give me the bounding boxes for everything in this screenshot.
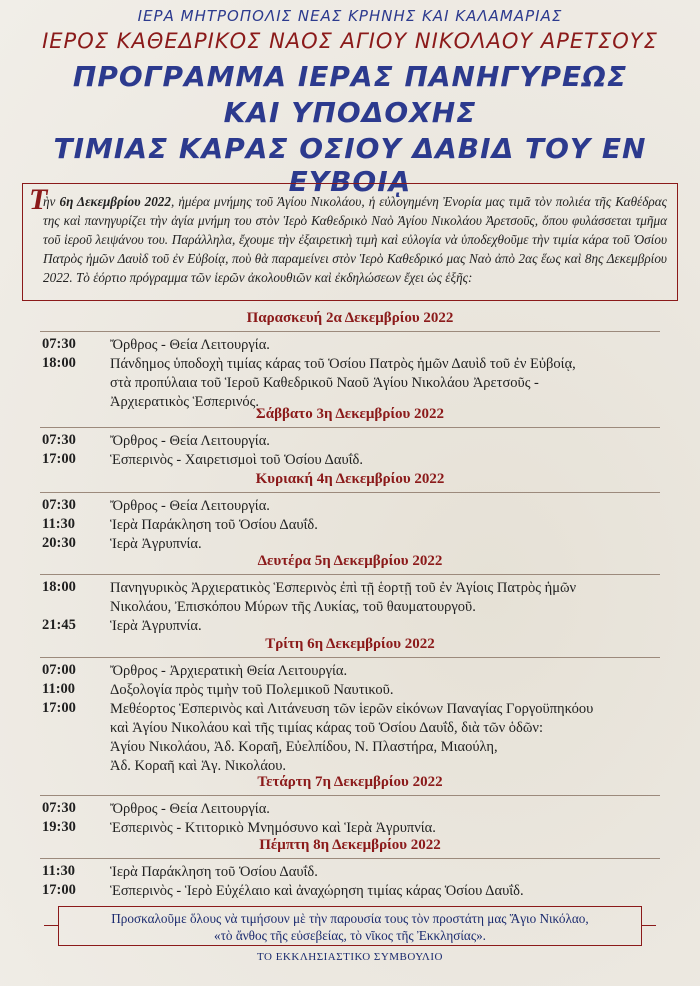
event-time: 20:30 <box>42 535 76 551</box>
day-heading: Δευτέρα 5η Δεκεμβρίου 2022 <box>257 553 443 569</box>
intro-date: 6η Δεκεμβρίου 2022 <box>59 194 171 209</box>
event-description-line: Ὄρθρος - Θεία Λειτουργία. <box>110 433 270 449</box>
event-description-line: Πάνδημος ὑποδοχὴ τιμίας κάρας τοῦ Ὁσίου Πατρὸς ἡμῶν Δαυὶδ τοῦ ἐν Εὐβοίᾳ, <box>110 356 576 372</box>
event-description-line: στὰ προπύλαια τοῦ Ἱεροῦ Καθεδρικοῦ Ναοῦ Ἁγίου Νικολάου Ἀρετσοῦς - <box>110 375 539 391</box>
event-description-line: Μεθέορτος Ἑσπερινὸς καὶ Λιτάνευση τῶν ἱερῶν εἰκόνων Παναγίας Γοργοϋπηκόου <box>110 701 594 717</box>
event-description <box>110 700 670 776</box>
day-separator <box>40 795 660 796</box>
event-time: 18:00 <box>42 579 76 595</box>
day-separator <box>40 331 660 332</box>
intro-paragraph: ὴν 6η Δεκεμβρίου 2022, ἡμέρα μνήμης τοῦ Ἁγίου Νικολάου, ἡ εὐλογημένη Ἐνορία μας τιμᾶ τὸν πολιέα τῆς Καθέδρας της καὶ πανηγυρίζει τὴν ἁγία μνήμη του στὸν Ἱερὸ Καθεδρικὸ Ναὸ Ἁγίου Νικολάου Ἀρετσοῦς, ὅπου φυλάσσεται τμῆμα τοῦ ἱεροῦ λειψάνου του. Παράλληλα, ἔχουμε τὴν ἐξαιρετικὴ τιμὴ καὶ εὐλογία νὰ ὑποδεχθοῦμε τὴν τιμία κάρα τοῦ Ὁσίου Πατρὸς ἡμῶν Δαυὶδ τοῦ ἐν Εὐβοίᾳ, ποὺ θὰ παραμείνει στὸν Ἱερὸ Καθεδρικό μας Ναὸ ἀπὸ 2ας ἕως καὶ 8ης Δεκεμβρίου 2022. Τὸ ἑόρτιο πρόγραμμα τῶν ἱερῶν ἀκολουθιῶν καὶ ἐκδηλώσεων ἔχει ὡς ἑξῆς: <box>43 194 667 285</box>
event-time: 07:00 <box>42 662 76 678</box>
event-description-line: Ἑσπερινὸς - Κτιτορικὸ Μνημόσυνο καὶ Ἱερὰ Ἀγρυπνία. <box>110 820 436 836</box>
event-description <box>110 535 670 554</box>
event-description-line: Ὄρθρος - Θεία Λειτουργία. <box>110 337 270 353</box>
event-description <box>110 681 670 700</box>
event-time: 19:30 <box>42 819 76 835</box>
event-time: 07:30 <box>42 336 76 352</box>
event-description-line: Ἑσπερινὸς - Ἱερὸ Εὐχέλαιο καὶ ἀναχώρηση τιμίας κάρας Ὁσίου Δαυΐδ. <box>110 883 524 899</box>
event-description <box>110 863 670 882</box>
event-time: 07:30 <box>42 497 76 513</box>
day-heading: Τρίτη 6η Δεκεμβρίου 2022 <box>265 636 435 652</box>
council-signature: ΤΟ ΕΚΚΛΗΣΙΑΣΤΙΚΟ ΣΥΜΒΟΥΛΙΟ <box>257 951 443 963</box>
day-separator <box>40 574 660 575</box>
day-heading: Παρασκευή 2α Δεκεμβρίου 2022 <box>246 310 454 326</box>
event-time: 17:00 <box>42 882 76 898</box>
program-title-line3: ΤΙΜΙΑΣ ΚΑΡΑΣ ΟΣΙΟΥ ΔΑΒΙΔ ΤΟΥ ΕΝ ΕΥΒΟΙᾼ <box>53 132 647 198</box>
metropolis-title: ΙΕΡΑ ΜΗΤΡΟΠΟΛΙΣ ΝΕΑΣ ΚΡΗΝΗΣ ΚΑΙ ΚΑΛΑΜΑΡΙΑΣ <box>137 7 563 25</box>
event-description <box>110 800 670 819</box>
event-time: 17:00 <box>42 700 76 716</box>
event-description <box>110 336 670 355</box>
event-description-line: Πανηγυρικὸς Ἀρχιερατικὸς Ἑσπερινὸς ἐπὶ τῇ ἑορτῇ τοῦ ἐν Ἁγίοις Πατρὸς ἡμῶν <box>110 580 577 596</box>
event-description-line: Ἱερὰ Παράκληση τοῦ Ὁσίου Δαυΐδ. <box>110 517 318 533</box>
day-separator <box>40 657 660 658</box>
event-description-line: Ὄρθρος - Θεία Λειτουργία. <box>110 498 270 514</box>
event-description-line: Νικολάου, Ἐπισκόπου Μύρων τῆς Λυκίας, τοῦ θαυματουργοῦ. <box>110 599 476 615</box>
event-description <box>110 432 670 451</box>
event-description-line: Ὄρθρος - Ἀρχιερατικὴ Θεία Λειτουργία. <box>110 663 348 679</box>
footer-box-left-rule <box>44 925 58 926</box>
event-description <box>110 882 670 901</box>
event-description-line: Δοξολογία πρὸς τιμὴν τοῦ Πολεμικοῦ Ναυτικοῦ. <box>110 682 394 698</box>
drop-cap: Τ <box>29 183 48 216</box>
invitation-line2: «τὸ ἄνθος τῆς εὐσεβείας, τὸ νῖκος τῆς Ἐκκλησίας». <box>214 928 486 943</box>
event-description <box>110 579 670 617</box>
day-heading: Σάββατο 3η Δεκεμβρίου 2022 <box>255 406 445 422</box>
day-separator <box>40 427 660 428</box>
program-title-line1: ΠΡΟΓΡΑΜΜΑ ΙΕΡΑΣ ΠΑΝΗΓΥΡΕΩΣ <box>72 60 628 93</box>
event-time: 07:30 <box>42 432 76 448</box>
event-time: 11:00 <box>42 681 76 697</box>
event-description-line: Ἱερὰ Ἀγρυπνία. <box>110 618 202 634</box>
event-time: 11:30 <box>42 863 76 879</box>
day-heading: Πέμπτη 8η Δεκεμβρίου 2022 <box>259 837 441 853</box>
intro-box <box>22 183 678 301</box>
event-time: 11:30 <box>42 516 76 532</box>
day-separator <box>40 492 660 493</box>
program-title-line2: ΚΑΙ ΥΠΟΔΟΧΗΣ <box>223 96 477 129</box>
event-time: 07:30 <box>42 800 76 816</box>
event-time: 17:00 <box>42 451 76 467</box>
invitation-line1: Προσκαλοῦμε ὅλους νὰ τιμήσουν μὲ τὴν παρουσία τους τὸν προστάτη μας Ἅγιο Νικόλαο, <box>111 911 589 926</box>
event-description-line: Ἁγίου Νικολάου, Ἀδ. Κοραῆ, Εὐελπίδου, Ν. Πλαστήρα, Μιαούλη, <box>110 739 498 755</box>
event-time: 21:45 <box>42 617 76 633</box>
event-description <box>110 497 670 516</box>
event-description-line: Ἀδ. Κοραῆ καὶ Ἁγ. Νικολάου. <box>110 758 287 774</box>
day-heading: Τετάρτη 7η Δεκεμβρίου 2022 <box>257 774 443 790</box>
event-description-line: Ἱερὰ Ἀγρυπνία. <box>110 536 202 552</box>
event-description-line: Ὄρθρος - Θεία Λειτουργία. <box>110 801 270 817</box>
event-time: 18:00 <box>42 355 76 371</box>
event-description-line: Ἀρχιερατικὸς Ἑσπερινός. <box>110 394 260 410</box>
day-separator <box>40 858 660 859</box>
event-description <box>110 355 670 412</box>
event-description <box>110 819 670 838</box>
event-description <box>110 451 670 470</box>
footer-box-right-rule <box>642 925 656 926</box>
day-heading: Κυριακή 4η Δεκεμβρίου 2022 <box>255 471 445 487</box>
event-description-line: Ἑσπερινὸς - Χαιρετισμοὶ τοῦ Ὁσίου Δαυΐδ. <box>110 452 364 468</box>
event-description <box>110 516 670 535</box>
event-description-line: Ἱερὰ Παράκληση τοῦ Ὁσίου Δαυΐδ. <box>110 864 318 880</box>
cathedral-title: ΙΕΡΟΣ ΚΑΘΕΔΡΙΚΟΣ ΝΑΟΣ ΑΓΙΟΥ ΝΙΚΟΛΑΟΥ ΑΡΕΤΣΟΥΣ <box>42 29 658 53</box>
invitation-box <box>58 906 642 946</box>
event-description <box>110 662 670 681</box>
event-description <box>110 617 670 636</box>
event-description-line: καὶ Ἁγίου Νικολάου καὶ τῆς τιμίας κάρας τοῦ Ὁσίου Δαυΐδ, διὰ τῶν ὁδῶν: <box>110 720 543 736</box>
